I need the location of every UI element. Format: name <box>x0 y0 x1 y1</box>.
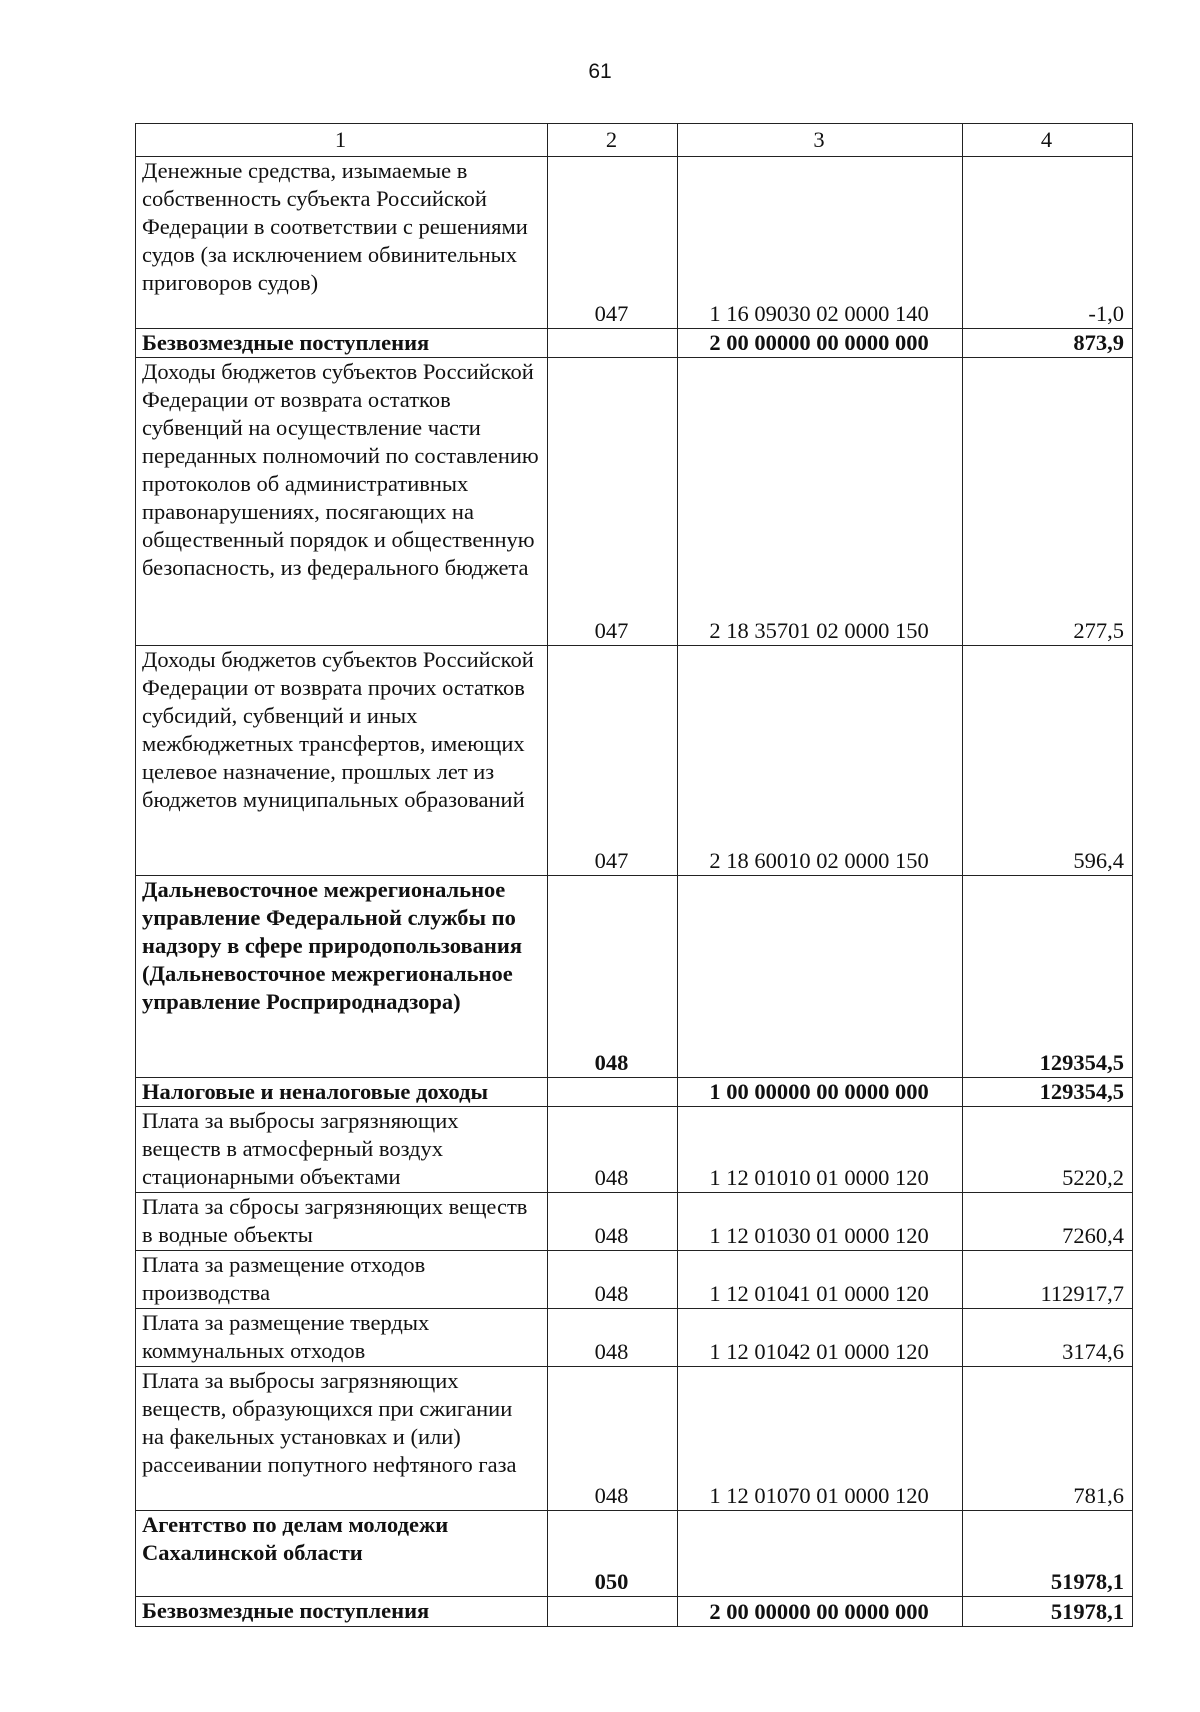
row-name: Налоговые и неналоговые доходы <box>136 1078 548 1107</box>
budget-table <box>135 123 1133 1627</box>
row-admin-code: 048 <box>548 876 678 1078</box>
row-admin-code: 048 <box>548 1309 678 1367</box>
table-row <box>136 646 1133 876</box>
row-name: Плата за выбросы загрязняющих веществ, образующихся при сжигании на факельных установках и (или) рассеивании попутного нефтяного газа <box>136 1367 548 1511</box>
row-name: Безвозмездные поступления <box>136 1597 548 1627</box>
row-amount: 112917,7 <box>963 1251 1133 1309</box>
column-number-3: 3 <box>678 124 963 157</box>
table-row <box>136 1597 1133 1627</box>
row-amount: 129354,5 <box>963 876 1133 1078</box>
row-admin-code <box>548 1597 678 1627</box>
page-number: 61 <box>588 60 612 83</box>
table-row <box>136 329 1133 358</box>
table-row <box>136 1511 1133 1597</box>
row-budget-code: 1 12 01070 01 0000 120 <box>678 1367 963 1511</box>
row-admin-code <box>548 329 678 358</box>
row-name: Плата за размещение твердых коммунальных отходов <box>136 1309 548 1367</box>
row-name: Безвозмездные поступления <box>136 329 548 358</box>
row-name: Агентство по делам молодежи Сахалинской области <box>136 1511 548 1597</box>
row-name: Плата за размещение отходов производства <box>136 1251 548 1309</box>
row-amount: 129354,5 <box>963 1078 1133 1107</box>
row-budget-code: 1 12 01042 01 0000 120 <box>678 1309 963 1367</box>
table-row <box>136 876 1133 1078</box>
row-name: Денежные средства, изымаемые в собственность субъекта Российской Федерации в соответствии с решениями судов (за исключением обвинительных приговоров судов) <box>136 157 548 329</box>
table-row <box>136 1107 1133 1193</box>
table-row <box>136 1251 1133 1309</box>
row-name: Плата за сбросы загрязняющих веществ в водные объекты <box>136 1193 548 1251</box>
row-budget-code: 2 18 35701 02 0000 150 <box>678 358 963 646</box>
row-name: Плата за выбросы загрязняющих веществ в атмосферный воздух стационарными объектами <box>136 1107 548 1193</box>
row-budget-code: 2 00 00000 00 0000 000 <box>678 1597 963 1627</box>
row-amount: 277,5 <box>963 358 1133 646</box>
table-row <box>136 1309 1133 1367</box>
row-admin-code: 048 <box>548 1367 678 1511</box>
row-admin-code: 048 <box>548 1193 678 1251</box>
row-amount: 873,9 <box>963 329 1133 358</box>
row-amount: 5220,2 <box>963 1107 1133 1193</box>
row-admin-code <box>548 1078 678 1107</box>
row-amount: 781,6 <box>963 1367 1133 1511</box>
row-name: Доходы бюджетов субъектов Российской Федерации от возврата прочих остатков субсидий, субвенций и иных межбюджетных трансфертов, имеющих целевое назначение, прошлых лет из бюджетов муниципальных образований <box>136 646 548 876</box>
row-admin-code: 048 <box>548 1107 678 1193</box>
row-admin-code: 050 <box>548 1511 678 1597</box>
row-amount: 7260,4 <box>963 1193 1133 1251</box>
row-budget-code: 1 12 01041 01 0000 120 <box>678 1251 963 1309</box>
row-admin-code: 048 <box>548 1251 678 1309</box>
row-amount: -1,0 <box>963 157 1133 329</box>
column-number-row <box>136 124 1133 157</box>
row-budget-code <box>678 876 963 1078</box>
row-budget-code: 2 18 60010 02 0000 150 <box>678 646 963 876</box>
row-amount: 596,4 <box>963 646 1133 876</box>
row-name: Доходы бюджетов субъектов Российской Федерации от возврата остатков субвенций на осуществление части переданных полномочий по составлению протоколов об административных правонарушениях, посягающих на общественный порядок и общественную безопасность, из федерального бюджета <box>136 358 548 646</box>
row-amount: 3174,6 <box>963 1309 1133 1367</box>
row-budget-code: 1 12 01010 01 0000 120 <box>678 1107 963 1193</box>
table-row <box>136 1367 1133 1511</box>
row-name: Дальневосточное межрегиональное управление Федеральной службы по надзору в сфере природопользования (Дальневосточное межрегиональное управление Росприроднадзора) <box>136 876 548 1078</box>
row-budget-code <box>678 1511 963 1597</box>
column-number-1: 1 <box>136 124 548 157</box>
table-row <box>136 1078 1133 1107</box>
row-admin-code: 047 <box>548 358 678 646</box>
row-budget-code: 1 12 01030 01 0000 120 <box>678 1193 963 1251</box>
table-row <box>136 1193 1133 1251</box>
column-number-4: 4 <box>963 124 1133 157</box>
row-budget-code: 1 16 09030 02 0000 140 <box>678 157 963 329</box>
table-row <box>136 358 1133 646</box>
row-budget-code: 2 00 00000 00 0000 000 <box>678 329 963 358</box>
row-budget-code: 1 00 00000 00 0000 000 <box>678 1078 963 1107</box>
row-amount: 51978,1 <box>963 1511 1133 1597</box>
row-amount: 51978,1 <box>963 1597 1133 1627</box>
table-row <box>136 157 1133 329</box>
row-admin-code: 047 <box>548 646 678 876</box>
row-admin-code: 047 <box>548 157 678 329</box>
column-number-2: 2 <box>548 124 678 157</box>
